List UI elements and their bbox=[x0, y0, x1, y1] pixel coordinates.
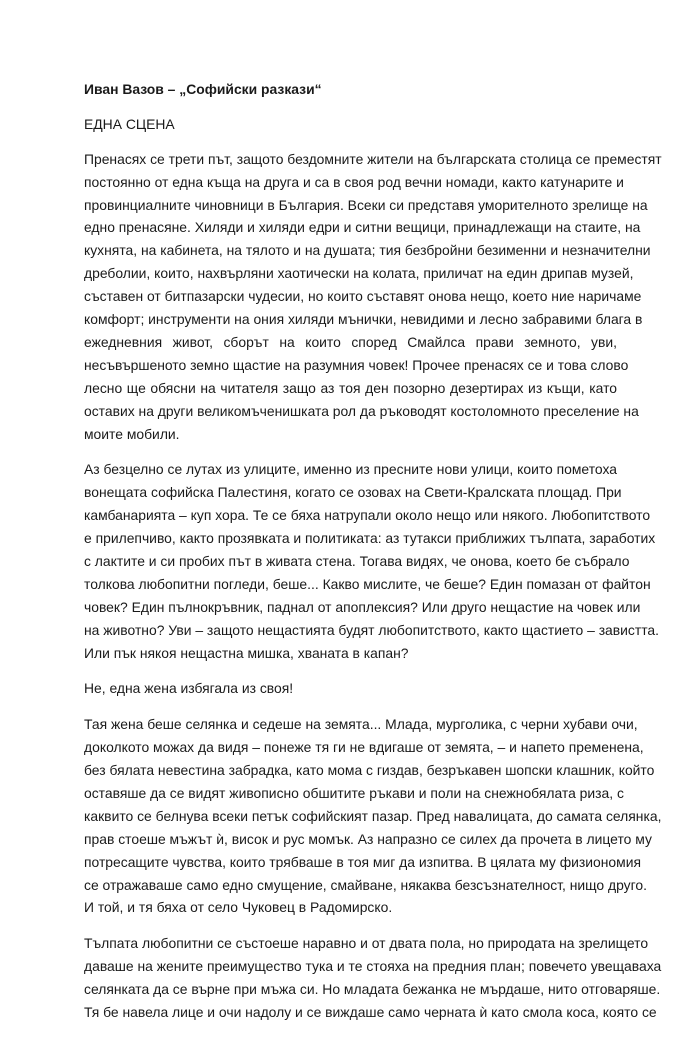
paragraph bbox=[84, 932, 662, 1024]
text-line: едно пренасяне. Хиляди и хиляди едри и ситни вещици, принадлежащи на стаите, на bbox=[84, 219, 641, 236]
text-line: кухнята, на кабинета, на тялото и на душата; тия безбройни безименни и незначителни bbox=[84, 242, 651, 259]
text-line: несъвършеното земно щастие на разумния човек! Прочее пренасях се и това слово bbox=[84, 356, 629, 373]
text-line: постоянно от една къща на друга и са в своя род вечни номади, както катунарите и bbox=[84, 173, 624, 190]
text-line: вонещата софийска Палестиня, когато се озовах на Свети-Кралската площад. При bbox=[84, 484, 622, 501]
text-line: каквито се белнува всеки петък софийският пазар. Пред навалицата, до самата селянка, bbox=[84, 807, 662, 824]
text-line: Аз безцелно се лутах из улиците, именно из пресните нови улици, които пометоха bbox=[84, 461, 617, 478]
paragraph bbox=[84, 148, 662, 446]
text-line: провинциалните чиновници в България. Всеки си представя уморителното зрелище на bbox=[84, 196, 648, 213]
text-line: потресащите чувства, които трябваше в тоя миг да изпитва. В цялата му физиономия bbox=[84, 853, 641, 870]
text-line: камбанарията – куп хора. Те се бяха натрупали около нещо или някого. Любопитството bbox=[84, 507, 651, 524]
text-line: на животно? Уви – защото нещастията будят любопитството, както щастието – завистта. bbox=[84, 621, 660, 638]
text-line: ежедневния живот, сборът на които според Смайлса прави земното, уви, bbox=[84, 333, 617, 350]
text-line: Не, една жена избягала из своя! bbox=[84, 680, 294, 697]
paragraph bbox=[84, 677, 617, 700]
section-title: ЕДНА СЦЕНА bbox=[84, 115, 175, 132]
text-line: комфорт; инструменти на ония хиляди мънички, невидими и лесно забравими блага в bbox=[84, 311, 643, 328]
text-line: без бялата невестина забрадка, като мома с гиздав, безръкавен шопски клашник, който bbox=[84, 762, 655, 779]
text-line: прав стоеше мъжът ѝ, висок и рус момък. Аз напразно се силех да прочета в лицето му bbox=[84, 830, 652, 847]
text-line: даваше на жените преимущество тука и те стояха на предния план; повечето увещаваха bbox=[84, 958, 662, 975]
text-line: лесно ще обясни на читателя защо аз тоя ден позорно дезертирах из къщи, като bbox=[84, 379, 617, 396]
text-line: дреболии, които, нахвърляни хаотически на колата, приличат на един дрипав музей, bbox=[84, 265, 634, 282]
text-line: Тя бе навела лице и очи надолу и се виждаше само черната ѝ като смола коса, която се bbox=[84, 1003, 657, 1020]
text-line: оставих на други великомъченишката рол да ръководят костоломното преселение на bbox=[84, 402, 639, 419]
text-line: селянката да се върне при мъжа си. Но младата бежанка не мърдаше, нито отговаряше. bbox=[84, 981, 661, 998]
text-line: И той, и тя бяха от село Чуковец в Радомирско. bbox=[84, 899, 393, 916]
text-line: съставен от битпазарски чудесии, но които съставят онова нещо, което ние наричаме bbox=[84, 288, 642, 305]
text-line: се отражаваше само едно смущение, смайване, някаква безсъзнателност, нищо друго. bbox=[84, 876, 647, 893]
text-line: човек? Един пълнокръвник, паднал от апоплексия? Или друго нещастие на човек или bbox=[84, 598, 641, 615]
text-line: с лактите и си пробих път в живата стена. Тогава видях, че онова, което бе събрало bbox=[84, 552, 630, 569]
text-line: е прилепчиво, както прозявката и политиката: аз тутакси приближих тълпата, заработих bbox=[84, 530, 656, 547]
document-heading: Иван Вазов – „Софийски разкази“ bbox=[84, 81, 322, 97]
text-line: Тълпата любопитни се състоеше наравно и от двата пола, но природата на зрелището bbox=[84, 935, 649, 952]
text-line: Пренасях се трети път, защото бездомните жители на българската столица се преместят bbox=[84, 150, 662, 167]
text-line: толкова любопитни погледи, беше... Какво мислите, че беше? Един помазан от файтон bbox=[84, 575, 651, 592]
paragraph bbox=[84, 458, 660, 664]
document-body bbox=[84, 148, 662, 1024]
text-line: Тая жена беше селянка и седеше на земята... Млада, мурголика, с черни хубави очи, bbox=[84, 716, 638, 733]
text-line: оставяше да се видят живописно обшитите ръкави и поли на снежнобялата риза, с bbox=[84, 784, 624, 801]
document-page bbox=[84, 78, 662, 1037]
text-line: моите мобили. bbox=[84, 425, 180, 442]
paragraph bbox=[84, 713, 662, 919]
text-line: доколкото можах да видя – понеже тя ги не вдигаше от земята, – и напето пременена, bbox=[84, 739, 644, 756]
text-line: Или пък някоя нещастна мишка, хваната в капан? bbox=[84, 644, 409, 661]
